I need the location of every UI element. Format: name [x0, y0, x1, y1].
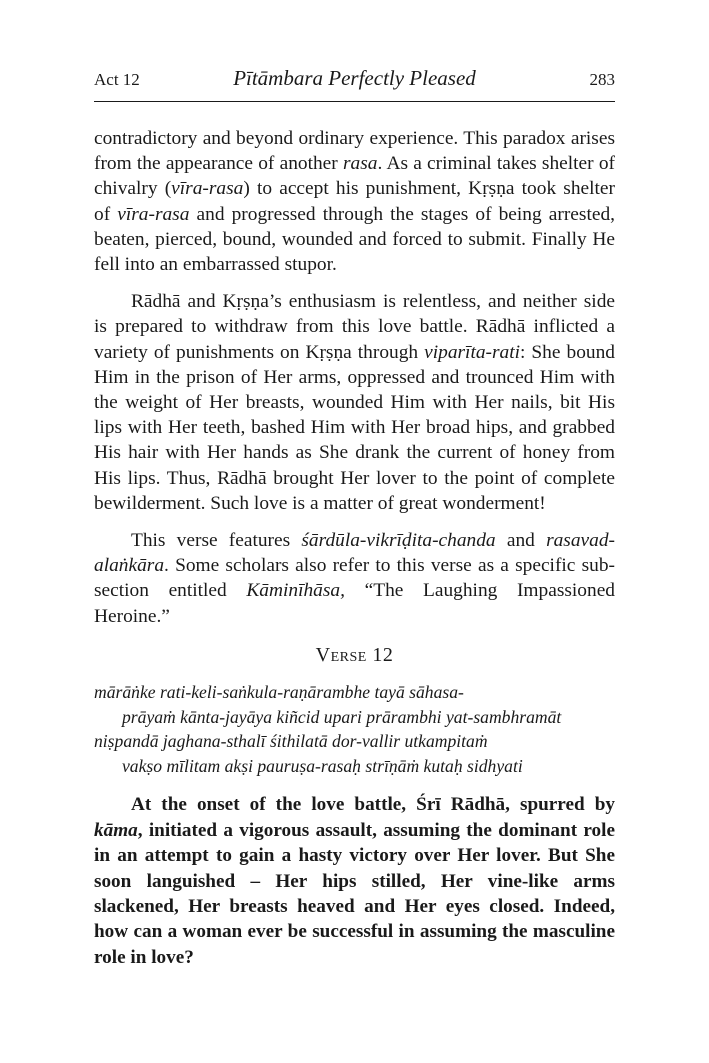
verse-line-3: niṣpandā jaghana-sthalī śithilatā dor-vallir utkampitaṁ: [94, 731, 488, 752]
sanskrit-verse: [94, 680, 615, 778]
paragraph-1-text: . As a criminal takes shelter of chivalry (: [94, 153, 615, 200]
paragraph-1-italic: vīra-rasa: [117, 203, 190, 225]
verse-heading: [94, 643, 615, 668]
paragraph-2-italic: viparīta-rati: [424, 341, 520, 363]
paragraph-3: [94, 528, 615, 629]
translation-text: , initiated a vigorous assault, assuming the dominant role in an attempt to gain a hasty victory over Her lover. But She soon languished – Her hips stilled, Her vine-like arms slackened, Her breasts heaved and Her eyes closed. Indeed, how can a woman ever be successful in assuming the masculine role in love?: [94, 819, 615, 968]
paragraph-3-italic: rasavad-alaṅkāra: [94, 530, 615, 577]
paragraph-3-text: . Some scholars also refer to this verse as a specific sub-section entitled: [94, 555, 615, 602]
act-label: Act 12: [94, 70, 140, 89]
verse-label: Verse: [315, 643, 367, 666]
paragraph-3-text: and: [495, 530, 547, 552]
paragraph-1-text: contradictory and beyond ordinary experience. This paradox arises from the appearance of another: [94, 128, 615, 175]
verse-number: 12: [372, 643, 394, 666]
page-number: 283: [589, 70, 615, 89]
verse-line-1: mārāṅke rati-keli-saṅkula-raṇārambhe tayā sāhasa-: [94, 682, 464, 703]
paragraph-2-text: Rādhā and Kṛṣṇa’s enthusiasm is relentless, and neither side is prepared to withdraw from this love battle. Rādhā inflicted a variety of punishments on Kṛṣṇa through: [94, 291, 615, 363]
paragraph-1-italic: rasa: [342, 153, 378, 175]
translation-italic: kāma: [94, 819, 138, 841]
verse-line-2: prāyaṁ kānta-jayāya kiñcid upari prārambhi yat-sambhramāt: [122, 706, 562, 727]
verse-translation: [94, 792, 615, 970]
paragraph-3-text: This verse features: [131, 530, 302, 552]
running-header: [94, 66, 615, 96]
paragraph-1-italic: vīra-rasa: [171, 178, 244, 200]
paragraph-2: [94, 289, 615, 516]
header-rule: [94, 101, 615, 102]
paragraph-1-text: ) to accept his punishment, Kṛṣṇa took shelter of: [94, 178, 615, 225]
paragraph-3-italic: Kāminīhāsa,: [246, 580, 345, 602]
chapter-title: Pītāmbara Perfectly Pleased: [233, 66, 476, 90]
paragraph-3-italic: śārdūla-vikrīḍita-chanda: [301, 530, 496, 552]
paragraph-1-text: and progressed through the stages of being arrested, beaten, pierced, bound, wounded and forced to submit. Finally He fell into an embarrassed stupor.: [94, 203, 615, 276]
verse-line-4: vakṣo mīlitam akṣi pauruṣa-rasaḥ strīṇāṁ kutaḥ sidhyati: [122, 755, 523, 776]
translation-text: At the onset of the love battle, Śrī Rādhā, spurred by: [131, 794, 615, 816]
paragraph-1: [94, 126, 615, 277]
body-text: [94, 126, 615, 970]
paragraph-3-text: “The Laughing Impassioned Heroine.”: [94, 580, 615, 627]
paragraph-2-text: : She bound Him in the prison of Her arms, oppressed and trounced Him with the weight of Her breasts, wounded Him with Her nails, bit His lips with Her teeth, bashed Him with Her broad hips, and grabbed His hair with Her hands as She drank the current of honey from His lips. Thus, Rādhā brought Her lover to the point of complete bewilderment. Such love is a matter of great wonderment!: [94, 341, 615, 514]
